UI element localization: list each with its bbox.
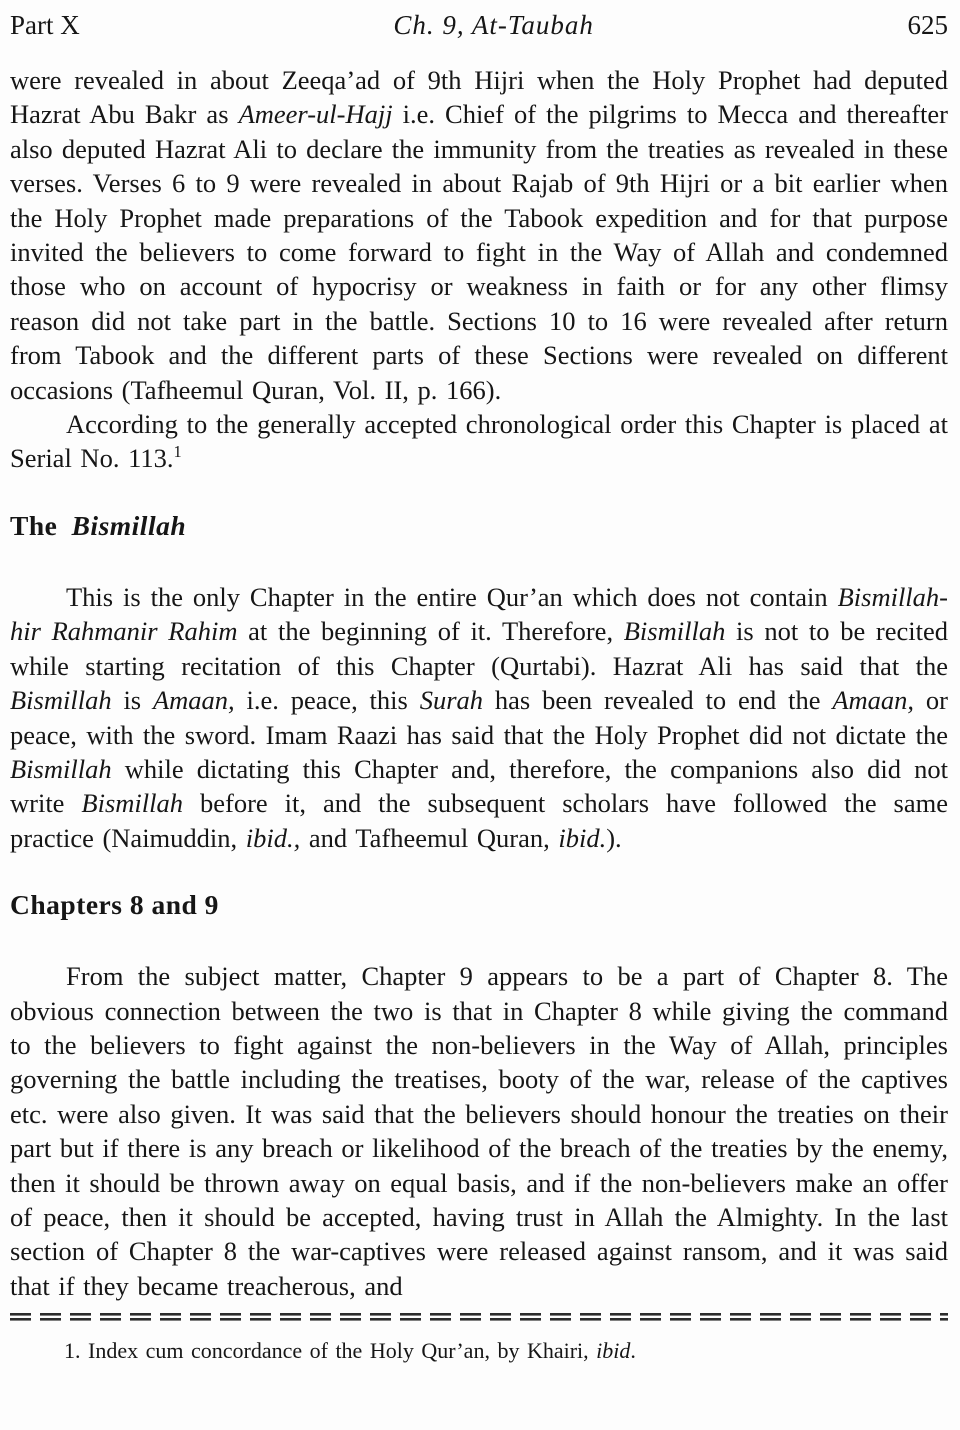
- italic-text-run: ibid: [596, 1338, 631, 1364]
- text-run: is not to be recited while starting recitation of this Chapter (Qurtabi). Hazrat Ali has said that the: [10, 616, 948, 681]
- page-body: [10, 63, 948, 1303]
- footnote: [10, 1337, 948, 1365]
- text-run: i.e. peace, this: [234, 685, 420, 716]
- text-run: has been revealed to end the: [483, 685, 833, 716]
- paragraph: [10, 407, 948, 476]
- text-run: 1. Index cum concordance of the Holy Qur’an, by Khairi,: [64, 1338, 597, 1364]
- text-run: ).: [606, 822, 622, 853]
- paragraph: [10, 63, 948, 407]
- paragraph: [10, 580, 948, 855]
- text-run: were revealed in about Zeeqa’ad of 9th Hijri when the Holy Prophet had deputed Hazrat Abu Bakr as: [10, 65, 948, 130]
- section-heading: [10, 889, 948, 921]
- text-run: This is the only Chapter in the entire Qur’an which does not contain: [66, 581, 838, 612]
- italic-text-run: ibid.: [558, 822, 607, 853]
- page-number: 625: [907, 10, 948, 40]
- text-run: before it, and the subsequent scholars have followed the same practice (Naimuddin,: [10, 788, 948, 853]
- italic-text-run: Bismillah: [10, 753, 112, 784]
- italic-text-run: Amaan,: [152, 685, 235, 716]
- italic-text-run: Bismillah: [10, 685, 112, 716]
- text-run: i.e. Chief of the pilgrims to Mecca and thereafter also deputed Hazrat Ali to declare the immunity from the treaties as revealed in these verses. Verses 6 to 9 were revealed in about Rajab of 9th Hijri or a bit earlier when the Holy Prophet made preparations of the Tabook expedition and for that purpose invited the believers to come forward to fight in the Way of Allah and condemned those who on account of hypocrisy or weakness in faith or for any other flimsy reason did not take part in the battle. Sections 10 to 16 were revealed after return from Tabook and the different parts of these Sections were revealed on different occasions (Tafheemul Quran, Vol. II, p. 166).: [10, 99, 948, 405]
- text-run: and Tafheemul Quran,: [300, 822, 559, 853]
- italic-text-run: Surah: [419, 685, 484, 716]
- italic-text-run: Bismillah-hir Rahmanir Rahim: [10, 581, 948, 647]
- italic-text-run: Amaan,: [832, 685, 915, 716]
- text-run: The: [10, 509, 72, 541]
- italic-text-run: ibid.,: [245, 822, 301, 853]
- text-run: .: [630, 1338, 636, 1364]
- footnote-separator: [10, 1313, 948, 1321]
- text-run: is: [111, 685, 153, 716]
- text-run: at the beginning of it. Therefore,: [237, 616, 624, 647]
- text-run: while dictating this Chapter and, therefore, the companions also did not write: [10, 753, 948, 819]
- page-header: [10, 10, 948, 41]
- italic-text-run: Bismillah: [71, 509, 187, 541]
- text-run: or peace, with the sword. Imam Raazi has said that the Holy Prophet did not dictate the: [10, 685, 948, 750]
- italic-text-run: Ameer-ul-Hajj: [238, 99, 393, 130]
- footnote-reference: 1: [173, 442, 182, 462]
- italic-text-run: Bismillah: [623, 616, 726, 647]
- part-label: Part X: [10, 10, 80, 40]
- section-heading: [10, 510, 948, 542]
- italic-text-run: Bismillah: [81, 788, 184, 819]
- text-run: From the subject matter, Chapter 9 appears to be a part of Chapter 8. The obvious connection between the two is that in Chapter 8 while giving the command to the believers to fight against the non-believers in the Way of Allah, principles governing the battle including the treatises, booty of the war, release of the captives etc. were also given. It was said that the believers should honour the treaties on their part but if there is any breach or likelihood of the breach of the treaties by the enemy, then it should be thrown away on equal basis, and if the non-believers make an offer of peace, then it should be accepted, having trust in Allah the Almighty. In the last section of Chapter 8 the war-captives were released against ransom, and it was said that if they became treacherous, and: [10, 961, 948, 1301]
- text-run: Chapters 8 and 9: [10, 889, 219, 921]
- footnote-area: [10, 1313, 948, 1365]
- chapter-title: Ch. 9, At-Taubah: [393, 10, 594, 40]
- text-run: According to the generally accepted chronological order this Chapter is placed at Serial No. 113.: [10, 409, 948, 474]
- paragraph: [10, 959, 948, 1303]
